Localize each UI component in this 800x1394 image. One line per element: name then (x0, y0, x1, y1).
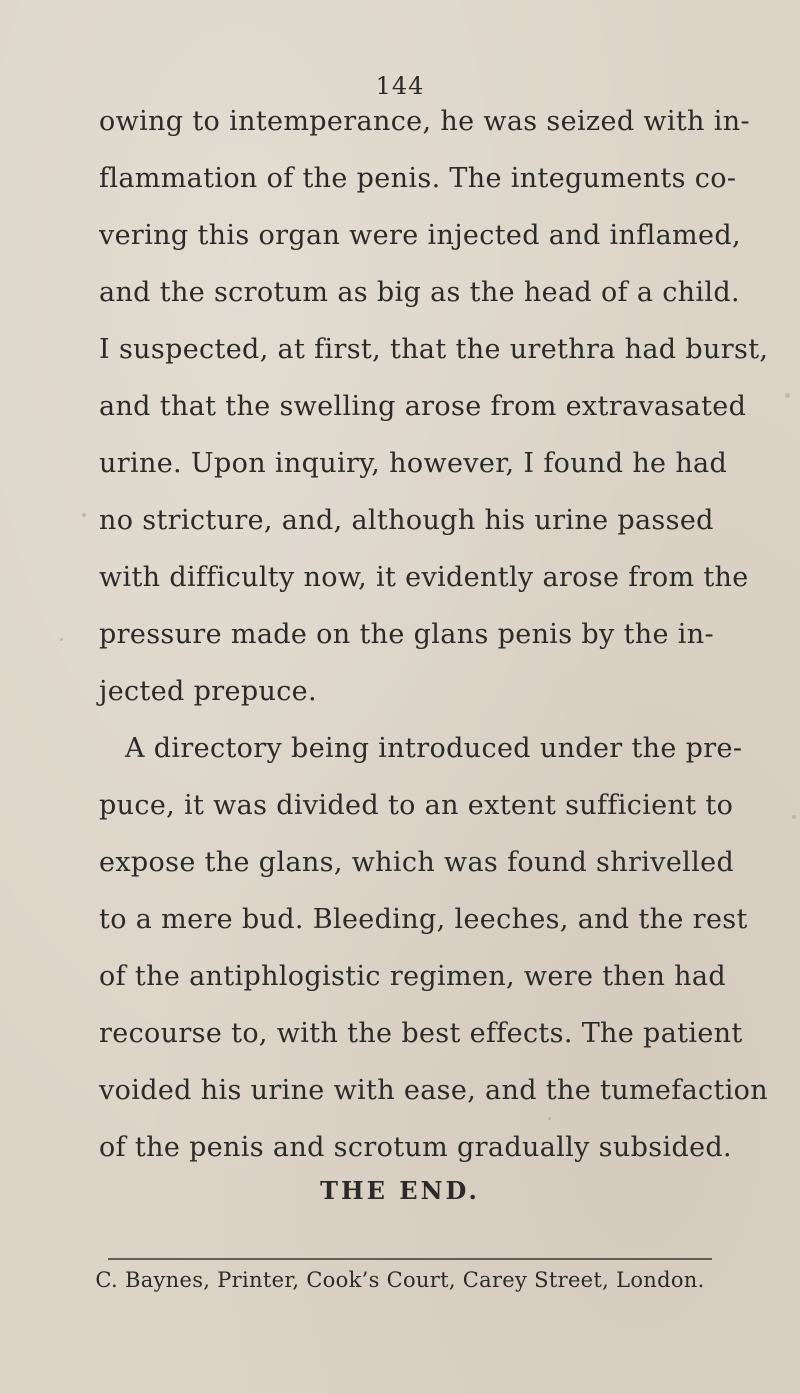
text-line: expose the glans, which was found shrivelled (99, 847, 735, 878)
text-line: I suspected, at first, that the urethra had burst, (99, 334, 769, 365)
page-number: 144 (375, 72, 425, 100)
imprint-rule (108, 1258, 712, 1260)
text-line: and the scrotum as big as the head of a child. (99, 277, 740, 308)
text-line: of the penis and scrotum gradually subsided. (99, 1132, 732, 1163)
text-line: voided his urine with ease, and the tumefaction (99, 1075, 769, 1106)
paper-speck (548, 1117, 551, 1120)
paper-speck (60, 638, 63, 641)
the-end-heading: THE END. (320, 1176, 480, 1205)
text-line: vering this organ were injected and inflamed, (99, 220, 741, 251)
text-line: owing to intemperance, he was seized with in- (99, 106, 750, 137)
text-line: urine. Upon inquiry, however, I found he had (99, 448, 728, 479)
text-line: to a mere bud. Bleeding, leeches, and the rest (99, 904, 748, 935)
text-line: of the antiphlogistic regimen, were then had (99, 961, 726, 992)
text-line: pressure made on the glans penis by the in- (99, 619, 714, 650)
paper-speck (785, 393, 790, 398)
text-line: and that the swelling arose from extravasated (99, 391, 747, 422)
text-line: jected prepuce. (99, 676, 317, 707)
paper-speck (82, 513, 86, 517)
text-line: with difficulty now, it evidently arose from the (99, 562, 749, 593)
printer-imprint: C. Baynes, Printer, Cook’s Court, Carey Street, London. (95, 1268, 705, 1292)
paper-speck (792, 815, 796, 819)
text-line: recourse to, with the best effects. The patient (99, 1018, 743, 1049)
text-line: flammation of the penis. The integuments co- (99, 163, 737, 194)
text-line: no stricture, and, although his urine passed (99, 505, 714, 536)
text-line: A directory being introduced under the pre- (125, 733, 743, 764)
text-line: puce, it was divided to an extent sufficient to (99, 790, 734, 821)
